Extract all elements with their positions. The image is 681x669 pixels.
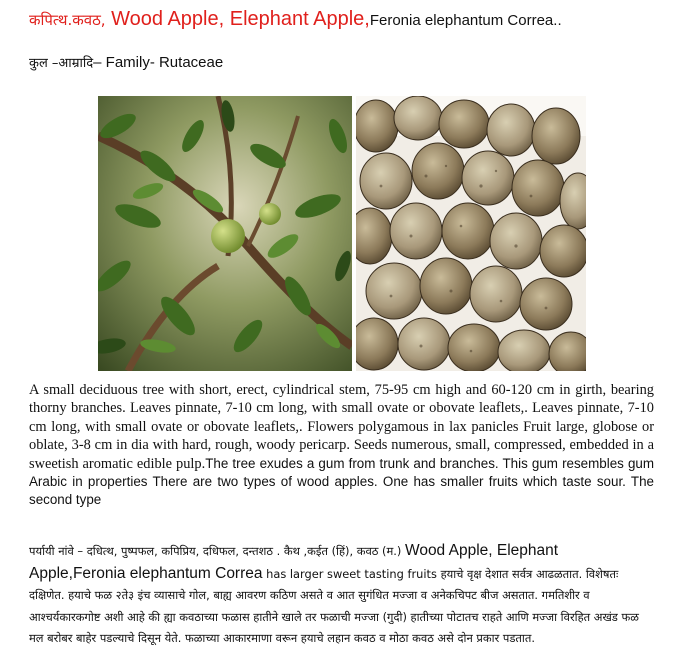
synonyms-paragraph xyxy=(29,540,654,650)
title-english: Wood Apple, Elephant Apple, xyxy=(105,8,370,30)
page-title xyxy=(29,8,562,31)
family-line xyxy=(29,53,223,71)
synonyms-marathi: पर्यायी नांवे – दधित्थ, पुष्पफल, कपिप्रिय, दधिफल, दन्तशठ . कैथ ,कईत (हिं), कवठ (म.) xyxy=(29,544,405,558)
description-extra: The tree exudes a gum from trunk and branches. This gum resembles gum Arabic in properties There are two types of wood apples. One has smaller fruits which taste sour. The second type xyxy=(29,455,654,508)
synonyms-description: has larger sweet tasting fruits हयाचे वृक्ष देशात सर्वत्र आढळतात. विशेषतः दक्षिणेत. हयाचे फळ २ते३ इंच व्यासाचे गोल, बाह्य आवरण कठिण असते व आत सुगंधित मज्जा व अनेकचिपट बीज असतात. गमतिशीर व आश्चर्यकारकगोष्ट अशी आहे की ह्या कवठाच्या फळास हातीने खाले तर फळाची मज्जा (गुदी) हातीच्या पोटातच राहते आणि मज्जा विरहित अखंड फळ मल बरोबर बाहेर पडल्याचे दिसून येते. फळाच्या आकारमाणा वरून हयाचे लहान कवठ व मोठा कवठ असे दोन प्रकार पडतात. xyxy=(29,566,639,645)
english-description xyxy=(29,381,654,510)
photo-strip xyxy=(98,96,586,371)
title-latin: Feronia elephantum Correa.. xyxy=(369,12,562,29)
family-english: – Family- Rutaceae xyxy=(93,54,224,71)
title-marathi: कपित्थ.कवठ, xyxy=(29,11,106,29)
description-main: A small deciduous tree with short, erect, cylindrical stem, 75-95 cm high and 60-120 cm in girth, bearing thorny branches. Leaves pinnate, 7-10 cm long, with small ovate or obovate leaflets,. Leaves pinnate, 7-10 cm long, with small ovate or obovate leaflets,. Flowers polygamous in lax panicles Fruit large, globose or oblate, 3-8 cm in dia with hard, rough, woody pericarp. Seeds numerous, small, compressed, embedded in a sweetish aromatic edible pulp. xyxy=(29,382,654,472)
synonyms-english-names: Wood Apple, Elephant Apple,Feronia elephantum Correa xyxy=(29,542,559,582)
wood-apple-fruits-heap-photo xyxy=(356,96,586,371)
wood-apple-tree-branch-photo xyxy=(98,96,352,371)
family-marathi: कुल –आम्रादि xyxy=(29,56,94,71)
